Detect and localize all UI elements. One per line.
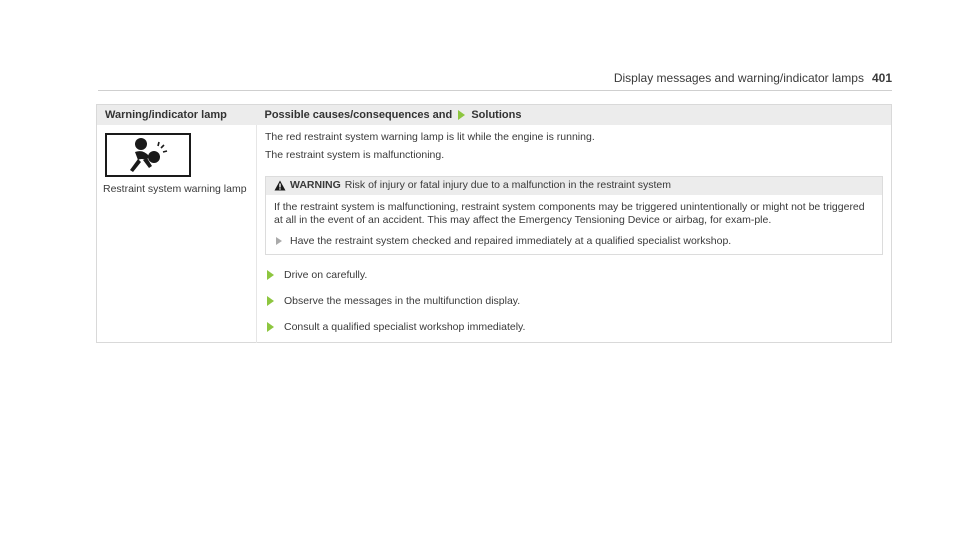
warning-title: WARNING [290,179,341,191]
solution-text: Drive on carefully. [284,268,368,281]
header-text [614,71,892,85]
solution-text: Observe the messages in the multifunction display. [284,294,521,307]
cause-text: The restraint system is malfunctioning. [265,148,445,161]
table-row [97,125,892,343]
warning-summary: Risk of injury or fatal injury due to a malfunction in the restraint system [344,179,671,191]
lamp-table [96,104,892,343]
warning-triangle-icon [274,180,286,191]
list-item [265,295,883,308]
column-header-lamp: Warning/indicator lamp [97,105,257,125]
list-item [265,269,883,282]
green-arrow-icon [267,322,274,332]
warning-step-text: Have the restraint system checked and repaired immediately at a qualified specialist workshop. [290,234,732,247]
solution-text: Consult a qualified specialist workshop immediately. [284,320,526,333]
header-title: Display messages and warning/indicator lamps [613,71,864,85]
column-header-causes [257,105,892,125]
green-arrow-icon [458,110,465,120]
page-header [98,71,892,91]
restraint-system-warning-icon [105,133,191,177]
column-header-solutions-text: Solutions [471,108,522,121]
table-header-row [97,105,892,125]
causes-solutions-cell [257,125,892,343]
warning-step [274,235,874,248]
warning-box [265,176,883,255]
warning-header [266,177,882,195]
page-number: 401 [871,71,892,85]
grey-arrow-icon [276,237,282,245]
lamp-cell [97,125,257,343]
solutions-list [265,269,883,334]
warning-body [266,195,882,254]
lamp-label: Restraint system warning lamp [103,182,247,195]
cause-text: The red restraint system warning lamp is lit while the engine is running. [265,130,595,143]
green-arrow-icon [267,296,274,306]
warning-text: If the restraint system is malfunctioning, restraint system components may be triggered unintentionally or might not be triggered at all in the event of an accident. This may affect the Emergency Tensioning Device or airbag, for exam-ple. [274,200,865,226]
list-item [265,321,883,334]
green-arrow-icon [267,270,274,280]
column-header-causes-text: Possible causes/consequences and [264,108,453,121]
